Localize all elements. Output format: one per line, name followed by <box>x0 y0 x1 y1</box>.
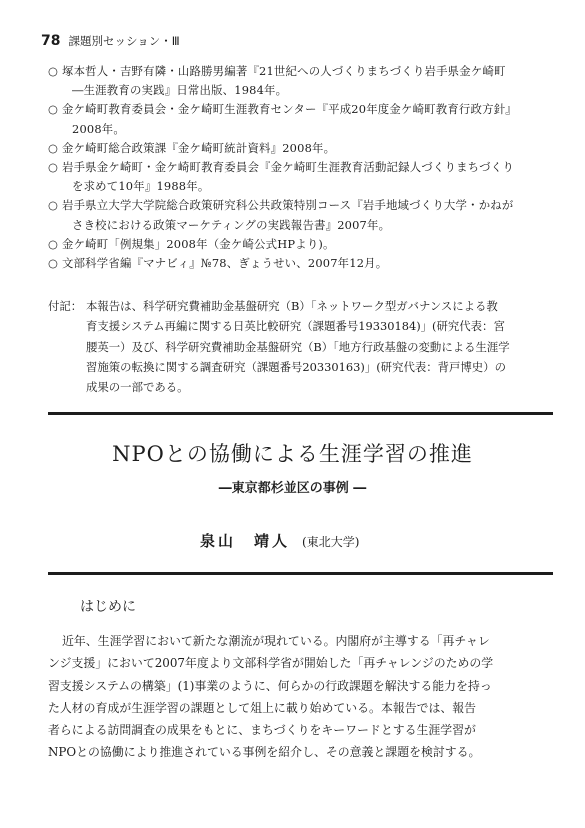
paragraph-line: た人材の育成が生涯学習の課題として俎上に載り始めている。本報告では、報告 <box>48 700 477 715</box>
section-divider-bottom <box>48 572 553 575</box>
reference-item <box>48 100 548 138</box>
reference-line: 文部科学省編『マナビィ』№78、ぎょうせい、2007年12月。 <box>62 256 388 271</box>
note-label: 付記： <box>48 299 83 313</box>
article-subtitle: ―東京都杉並区の事例 ― <box>218 481 367 496</box>
reference-line: 岩手県立大学大学院総合政策研究科公共政策特別コース『岩手地域づくり大学・かねが <box>62 198 514 213</box>
paragraph-line: 習支援システムの構築」(1)事業のように、何らかの行政課題を解決する能力を持っ <box>48 678 492 693</box>
reference-item <box>48 158 548 196</box>
bullet-circle: ○ <box>48 198 59 213</box>
note-line: 成果の一部である。 <box>86 380 189 395</box>
reference-line: さき校における政策マーケティングの実践報告書』2007年。 <box>72 217 391 232</box>
author-affiliation: (東北大学) <box>302 535 360 549</box>
reference-line: ―生涯教育の実践』日常出版、1984年。 <box>72 83 288 98</box>
reference-item <box>48 254 548 273</box>
reference-line: 塚本哲人・吉野有隣・山路勝男編著『21世紀への人づくりまちづくり岩手県金ケ崎町 <box>62 64 506 78</box>
reference-item <box>48 139 548 158</box>
note-line: 習施策の転換に関する調査研究（課題番号20330163)」(研究代表：背戸博史）の <box>86 359 506 374</box>
bullet-circle: ○ <box>48 236 59 251</box>
reference-line: 金ケ崎町「例規集」2008年（金ケ崎公式HPより)。 <box>62 236 335 251</box>
paragraph-line: NPOとの協働により推進されている事例を紹介し、その意義と課題を検討する。 <box>48 745 481 760</box>
paragraph-line: 近年、生涯学習において新たな潮流が現れている。内閣府が主導する「再チャレ <box>62 634 490 648</box>
bullet-circle: ○ <box>48 64 59 78</box>
bullet-circle: ○ <box>48 160 59 175</box>
bullet-circle: ○ <box>48 256 59 271</box>
reference-item <box>48 62 548 100</box>
note-line: 腰英一）及び、科学研究費補助金基盤研究（B）「地方行政基盤の変動による生涯学 <box>86 339 510 354</box>
bullet-circle: ○ <box>48 140 59 155</box>
paragraph-line: 者らによる訪問調査の成果をもとに、まちづくりをキーワードとする生涯学習が <box>48 723 476 738</box>
running-head <box>41 33 180 51</box>
running-head-section: 課題別セッション・Ⅲ <box>68 34 180 48</box>
reference-list <box>48 62 548 273</box>
reference-line: 金ケ崎町教育委員会・金ケ崎町生涯教育センター『平成20年度金ケ崎町教育行政方針』 <box>62 102 517 117</box>
reference-line: を求めて10年』1988年。 <box>72 179 210 194</box>
note-body <box>86 296 553 397</box>
reference-line: 2008年。 <box>72 121 125 136</box>
reference-line: 岩手県金ケ崎町・金ケ崎町教育委員会『金ケ崎町生涯教育活動記録人づくりまちづくり <box>62 160 514 175</box>
paragraph-line: ンジ支援」において2007年度より文部科学省が開始した「再チャレンジのための学 <box>48 656 494 671</box>
reference-item <box>48 196 548 234</box>
bullet-circle: ○ <box>48 102 59 117</box>
page-number: 78 <box>41 33 61 49</box>
article-paragraph <box>48 630 558 764</box>
note-line: 育支援システム再編に関する日英比較研究（課題番号19330184)」(研究代表：宮 <box>86 319 505 334</box>
section-divider-top <box>48 412 553 415</box>
acknowledgement-note <box>48 296 553 397</box>
reference-item <box>48 235 548 254</box>
reference-line: 金ケ崎町総合政策課『金ケ崎町統計資料』2008年。 <box>62 140 336 155</box>
section-heading: はじめに <box>80 599 136 615</box>
author-name: 泉山 靖人 <box>200 532 291 550</box>
article-title: NPOとの協働による生涯学習の推進 <box>112 442 473 466</box>
author-line <box>200 530 359 551</box>
note-line: 本報告は、科学研究費補助金基盤研究（B）「ネットワーク型ガバナンスによる教 <box>86 299 498 313</box>
